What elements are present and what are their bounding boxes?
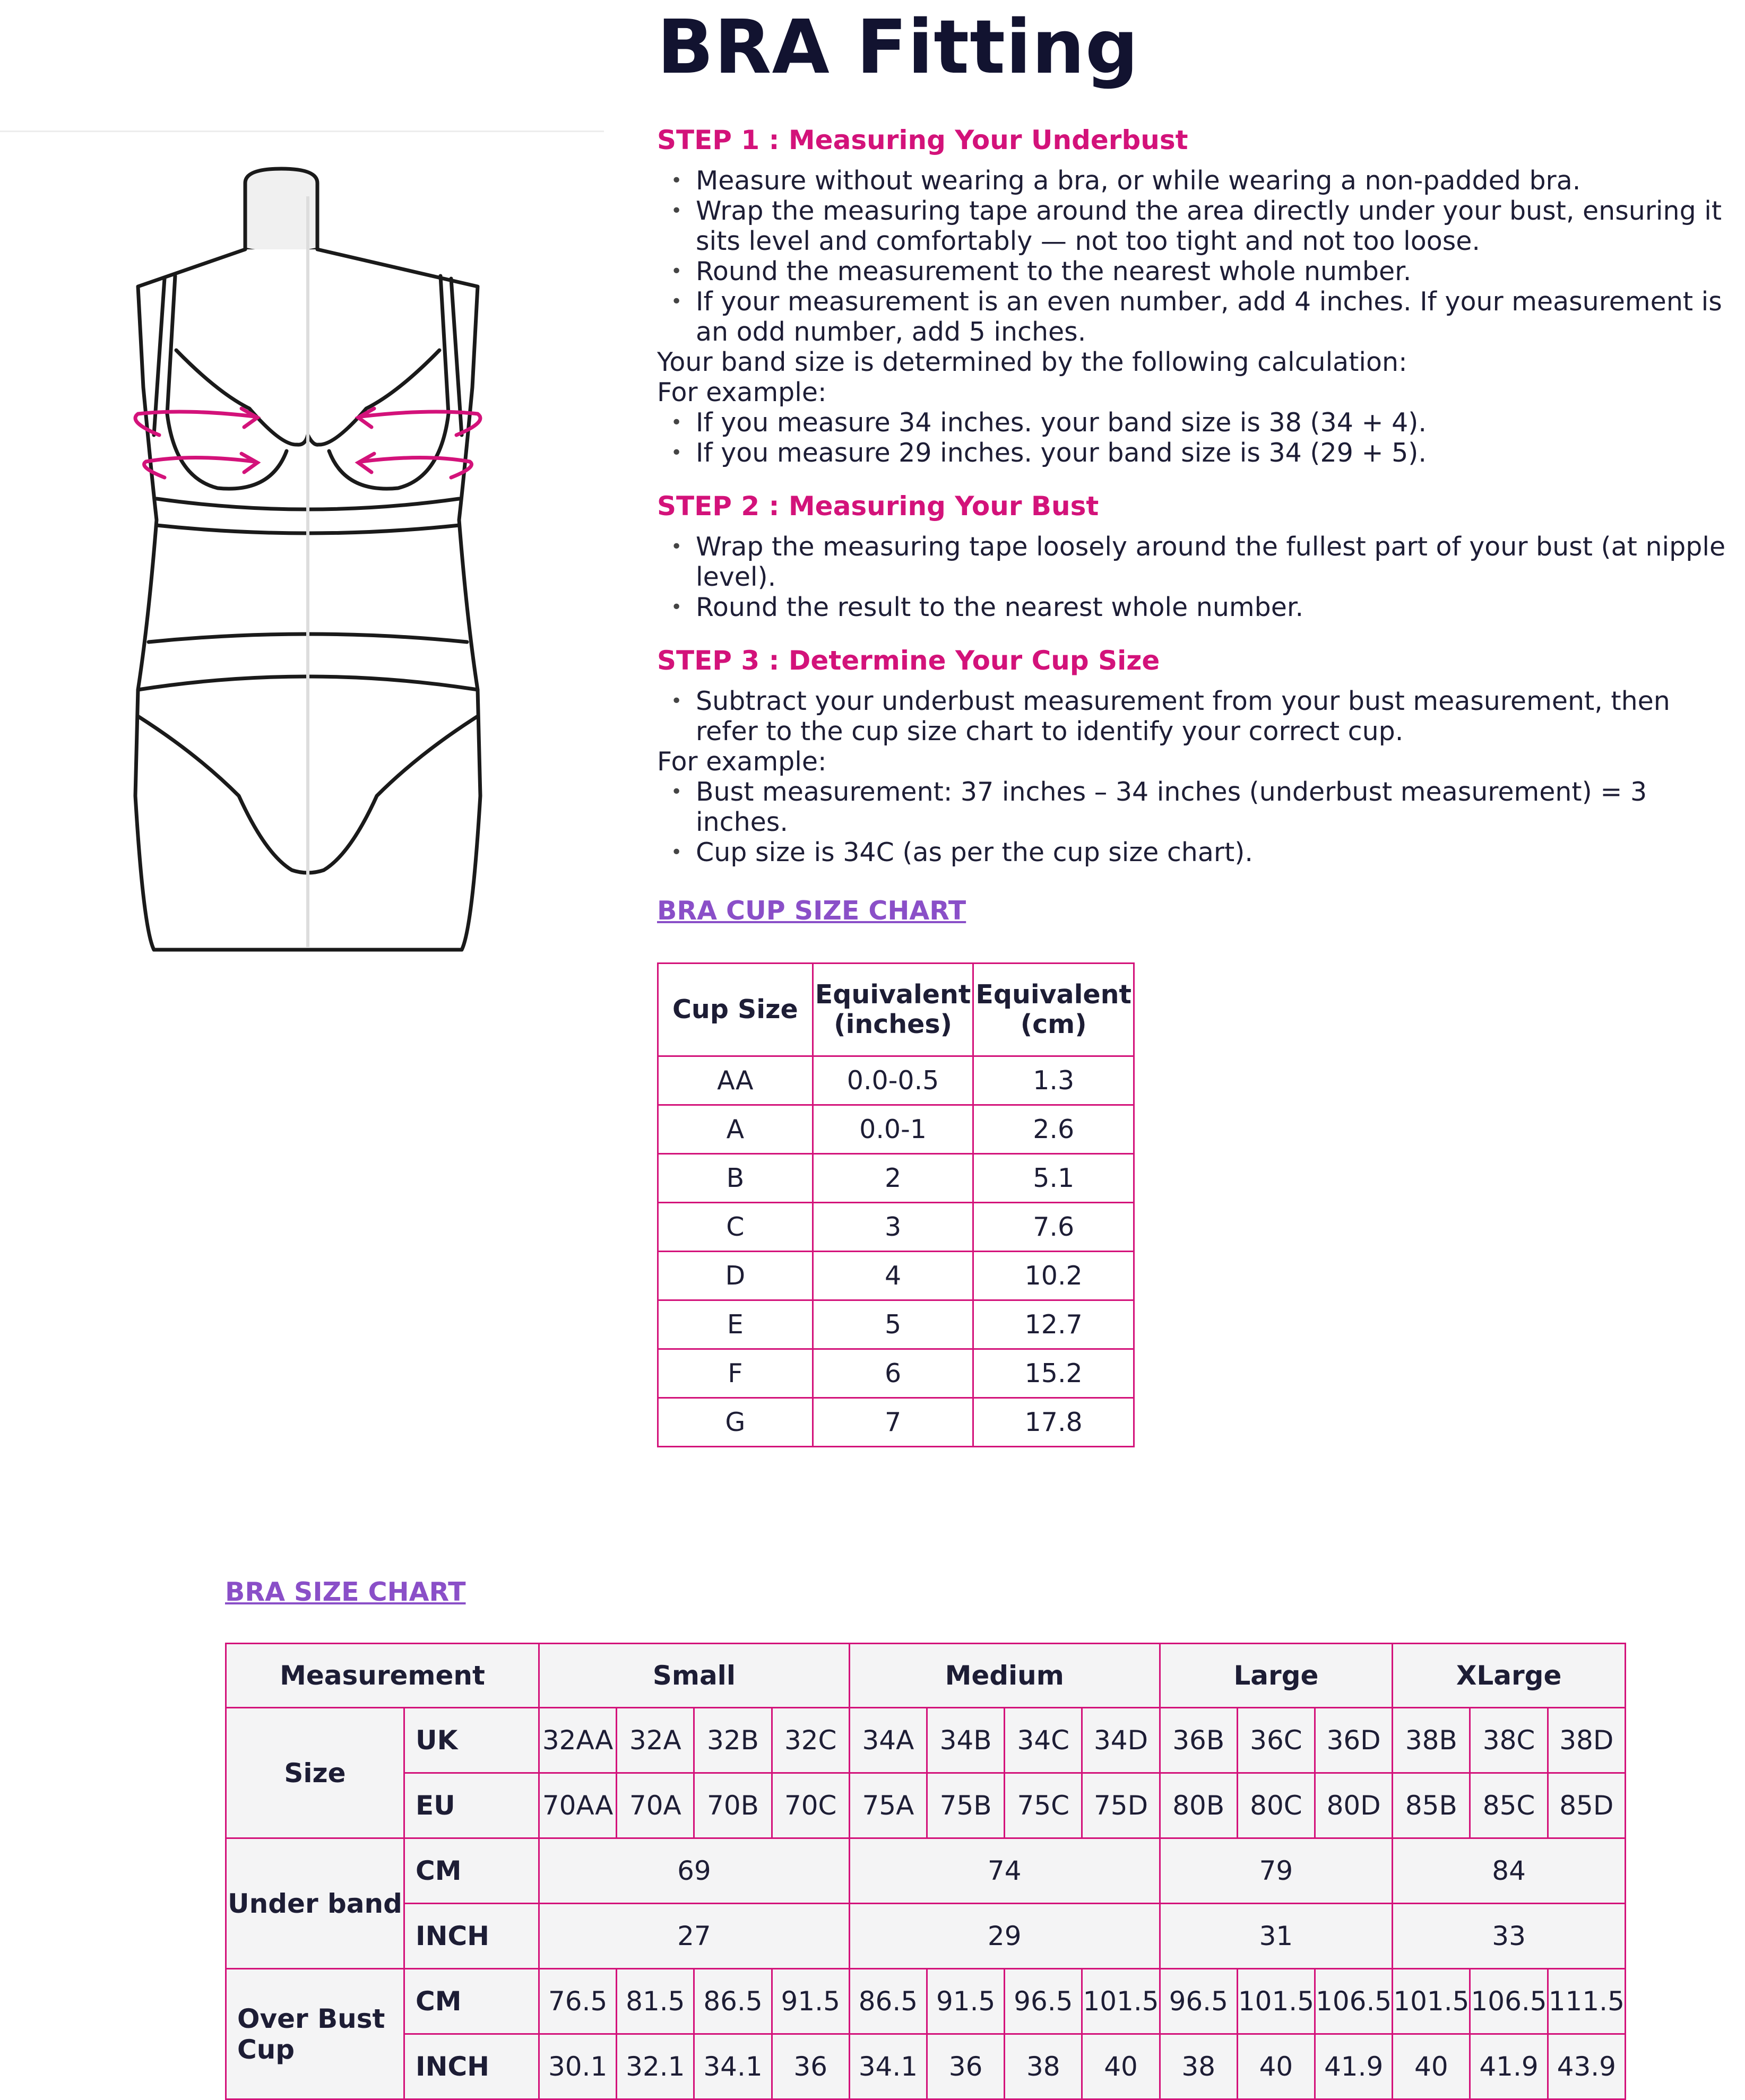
inch-label: INCH [404,1904,539,1969]
table-cell: 75D [1082,1773,1160,1838]
table-cell: 0.0-1 [813,1105,973,1154]
step3-title: STEP 3 : Determine Your Cup Size [657,645,1160,676]
table-row-underband-inch [226,1904,1626,1969]
table-cell: 31 [1160,1904,1393,1969]
list-item: • Round the measurement to the nearest whole number. [657,256,1734,287]
table-cell: 10.2 [973,1252,1134,1300]
table-cell: 91.5 [772,1969,849,2034]
step1-title: STEP 1 : Measuring Your Underbust [657,125,1188,155]
table-cell: 75B [927,1773,1005,1838]
table-row-uk [226,1708,1626,1773]
table-cell: A [658,1105,813,1154]
list-item: • If you measure 34 inches. your band size is 38 (34 + 4). [657,407,1734,438]
table-cell: 81.5 [617,1969,694,2034]
instructions [657,123,1734,889]
step2-bullets [657,532,1734,622]
example-label: For example: [657,747,827,777]
table-cell: 27 [539,1904,850,1969]
table-header-row [226,1644,1626,1708]
list-item: • Cup size is 34C (as per the cup size chart). [657,837,1734,867]
cm-label: CM [404,1969,539,2034]
table-cell: D [658,1252,813,1300]
table-cell: 40 [1082,2034,1160,2099]
list-item: • If you measure 29 inches. your band size is 34 (29 + 5). [657,438,1734,468]
table-row [658,1203,1134,1252]
table-cell: 85C [1470,1773,1548,1838]
inch-label: INCH [404,2034,539,2099]
table-row [658,1300,1134,1349]
table-cell: 3 [813,1203,973,1252]
table-cell: 36 [927,2034,1005,2099]
table-cell: 34C [1005,1708,1082,1773]
table-cell: 1.3 [973,1056,1134,1105]
table-cell: 38C [1470,1708,1548,1773]
table-cell: 0.0-0.5 [813,1056,973,1105]
table-cell: 70C [772,1773,849,1838]
table-cell: 5.1 [973,1154,1134,1203]
eu-label: EU [404,1773,539,1838]
step3-bullets [657,686,1734,747]
table-cell: 2 [813,1154,973,1203]
group-header-xlarge: XLarge [1393,1644,1626,1708]
mannequin-bra-illustration [111,159,504,976]
table-cell: 70A [617,1773,694,1838]
table-cell: 80D [1315,1773,1393,1838]
table-cell: 30.1 [539,2034,617,2099]
table-cell: 29 [849,1904,1160,1969]
table-cell: 6 [813,1349,973,1398]
table-cell: 34.1 [849,2034,927,2099]
table-header: Cup Size [658,964,813,1056]
table-cell: 101.5 [1237,1969,1315,2034]
underband-row-label: Under band [226,1838,404,1969]
table-header: Equivalent (cm) [973,964,1134,1056]
table-row-eu [226,1773,1626,1838]
table-cell: 12.7 [973,1300,1134,1349]
table-row [658,1252,1134,1300]
table-cell: 96.5 [1160,1969,1237,2034]
table-cell: 91.5 [927,1969,1005,2034]
table-header-row [658,964,1134,1056]
table-cell: 41.9 [1470,2034,1548,2099]
table-cell: 80C [1237,1773,1315,1838]
step2-title: STEP 2 : Measuring Your Bust [657,491,1099,522]
table-cell: 70AA [539,1773,617,1838]
list-item: • Wrap the measuring tape around the area directly under your bust, ensuring it sits level and comfortably — not too tight and not too loose. [657,196,1734,256]
table-cell: B [658,1154,813,1203]
list-item: • Measure without wearing a bra, or while wearing a non-padded bra. [657,166,1734,196]
table-cell: 36B [1160,1708,1237,1773]
table-cell: 79 [1160,1838,1393,1904]
cm-label: CM [404,1838,539,1904]
table-cell: 34B [927,1708,1005,1773]
table-cell: 40 [1393,2034,1470,2099]
table-cell: 101.5 [1393,1969,1470,2034]
table-cell: 69 [539,1838,850,1904]
table-cell: 4 [813,1252,973,1300]
table-cell: 32A [617,1708,694,1773]
table-cell: 96.5 [1005,1969,1082,2034]
table-cell: 38B [1393,1708,1470,1773]
table-cell: 85D [1548,1773,1625,1838]
step3-section [657,644,1734,867]
table-cell: 106.5 [1470,1969,1548,2034]
table-cell: 32C [772,1708,849,1773]
table-cell: 75C [1005,1773,1082,1838]
table-row [658,1154,1134,1203]
table-cell: 34A [849,1708,927,1773]
table-cell: 111.5 [1548,1969,1625,2034]
table-cell: 38 [1005,2034,1082,2099]
calc-text: Your band size is determined by the following calculation: [657,347,1407,377]
bra-size-chart-link[interactable]: BRA SIZE CHART [225,1577,466,1607]
size-row-label: Size [226,1708,404,1838]
table-cell: 15.2 [973,1349,1134,1398]
table-cell: 74 [849,1838,1160,1904]
table-cell: 34.1 [694,2034,772,2099]
table-cell: E [658,1300,813,1349]
bra-size-table [225,1643,1626,2100]
table-cell: C [658,1203,813,1252]
table-cell: 84 [1393,1838,1626,1904]
table-cell: 34D [1082,1708,1160,1773]
table-cell: 106.5 [1315,1969,1393,2034]
divider [0,131,604,132]
step1-examples [657,407,1734,468]
table-cell: 32AA [539,1708,617,1773]
table-cell: 80B [1160,1773,1237,1838]
table-cell: 43.9 [1548,2034,1625,2099]
table-cell: 101.5 [1082,1969,1160,2034]
table-cell: G [658,1398,813,1447]
table-cell: 5 [813,1300,973,1349]
step1-bullets [657,166,1734,347]
table-cell: 86.5 [849,1969,927,2034]
list-item: • If your measurement is an even number, add 4 inches. If your measurement is an odd number, add 5 inches. [657,287,1734,347]
table-cell: 85B [1393,1773,1470,1838]
table-cell: 75A [849,1773,927,1838]
list-item: • Round the result to the nearest whole number. [657,592,1734,622]
table-cell: 33 [1393,1904,1626,1969]
table-cell: F [658,1349,813,1398]
table-header: Equivalent (inches) [813,964,973,1056]
table-cell: 86.5 [694,1969,772,2034]
table-row-overbust-inch [226,2034,1626,2099]
step3-examples [657,777,1734,867]
table-cell: 7 [813,1398,973,1447]
group-header-medium: Medium [849,1644,1160,1708]
table-cell: 38D [1548,1708,1625,1773]
example-label: For example: [657,377,827,407]
table-row-underband-cm [226,1838,1626,1904]
table-row [658,1349,1134,1398]
table-cell: 41.9 [1315,2034,1393,2099]
page-title: BRA Fitting [657,4,1139,91]
table-row [658,1056,1134,1105]
table-cell: 36C [1237,1708,1315,1773]
measurement-header: Measurement [226,1644,539,1708]
overbust-row-label: Over Bust Cup [226,1969,404,2099]
table-cell: 76.5 [539,1969,617,2034]
group-header-large: Large [1160,1644,1393,1708]
list-item: • Subtract your underbust measurement from your bust measurement, then refer to the cup size chart to identify your correct cup. [657,686,1734,747]
table-cell: 36D [1315,1708,1393,1773]
list-item: • Bust measurement: 37 inches – 34 inches (underbust measurement) = 3 inches. [657,777,1734,837]
cup-size-table [657,962,1135,1447]
table-cell: 2.6 [973,1105,1134,1154]
step1-section [657,123,1734,468]
table-row [658,1105,1134,1154]
table-cell: AA [658,1056,813,1105]
table-cell: 70B [694,1773,772,1838]
uk-label: UK [404,1708,539,1773]
table-cell: 36 [772,2034,849,2099]
table-cell: 38 [1160,2034,1237,2099]
list-item: • Wrap the measuring tape loosely around the fullest part of your bust (at nipple level). [657,532,1734,592]
table-cell: 17.8 [973,1398,1134,1447]
table-row [658,1398,1134,1447]
table-cell: 40 [1237,2034,1315,2099]
cup-size-chart-link[interactable]: BRA CUP SIZE CHART [657,896,966,926]
table-cell: 7.6 [973,1203,1134,1252]
group-header-small: Small [539,1644,850,1708]
table-row-overbust-cm [226,1969,1626,2034]
step2-section [657,489,1734,622]
table-cell: 32B [694,1708,772,1773]
table-cell: 32.1 [617,2034,694,2099]
